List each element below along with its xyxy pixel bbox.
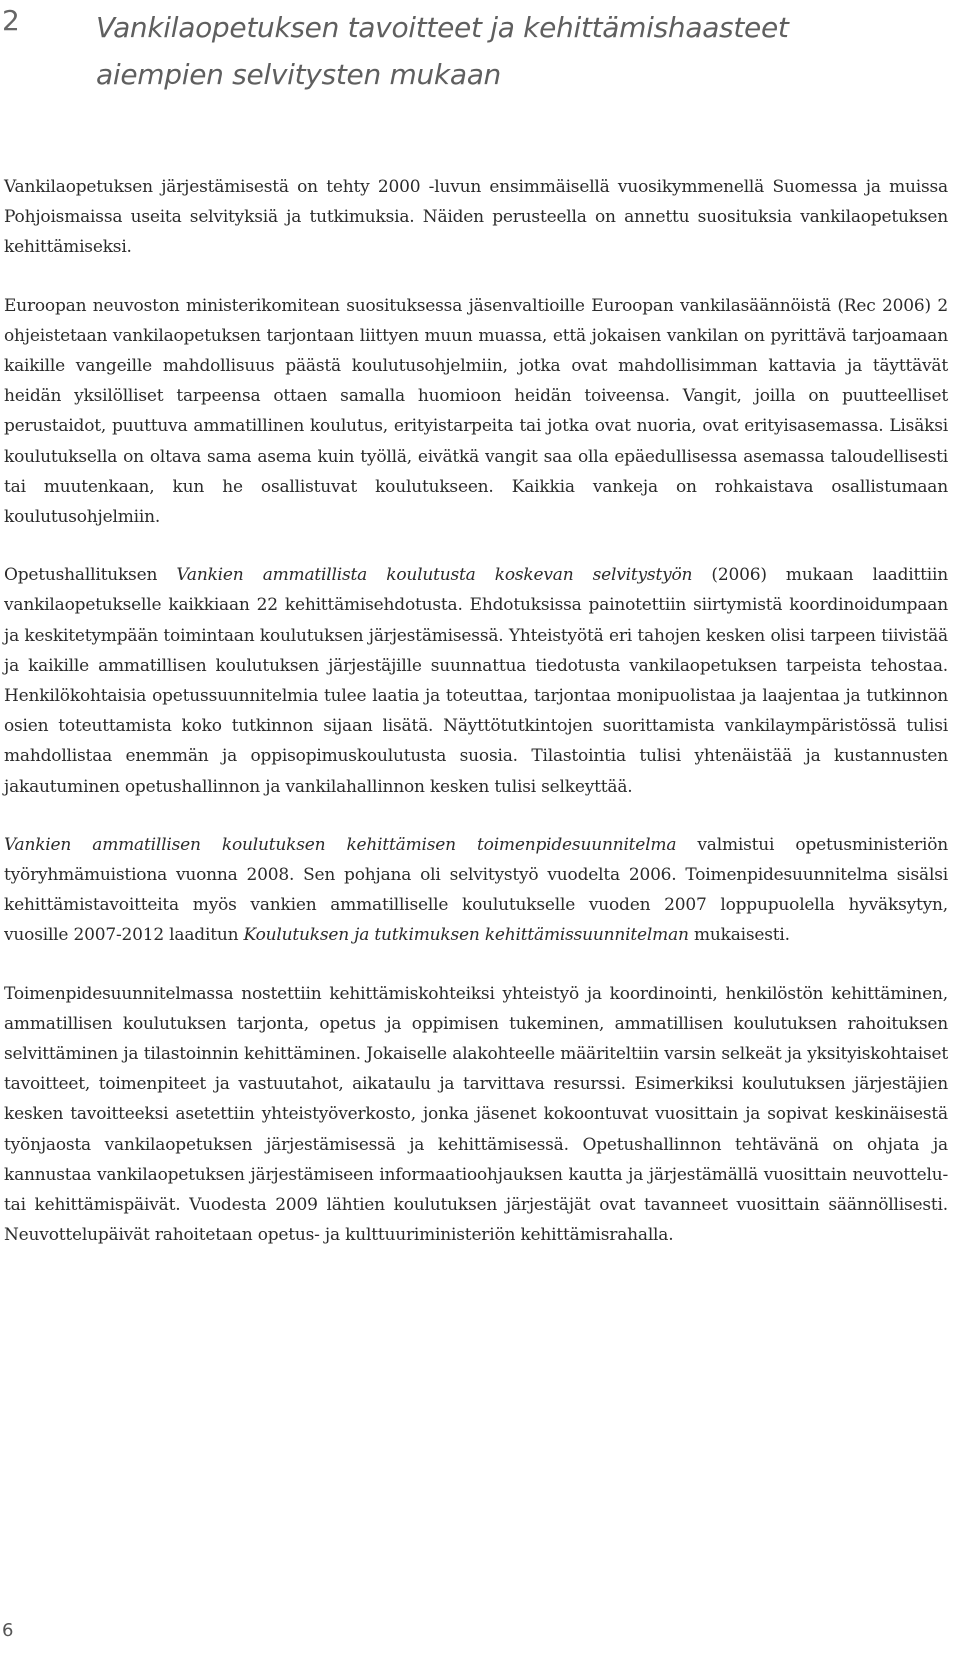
paragraph-text: mukaisesti. (688, 925, 790, 946)
paragraph-text: (2006) mukaan laadittiin vankilaopetukselle kaikkiaan 22 kehittämisehdotusta. Ehdotuksissa painotettiin siirtymistä koordinoidumpaan ja keskitetympään toimintaan koulutuksen järjestämisessä. Yhteistyötä eri tahojen kesken olisi tarpeen tiivistää ja kaikille ammatillisen koulutuksen järjestäjille suunnattua tiedotusta vankilaopetuksen tarpeista tehostaa. Henkilökohtaisia opetussuunnitelmia tulee laatia ja toteuttaa, tarjontaa monipuolistaa ja laajentaa ja tutkinnon osien toteuttamista koko tutkinnon sijaan lisätä. Näyttötutkintojen suorittamista vankilaympäristössä tulisi mahdollistaa enemmän ja oppisopimuskoulutusta suosia. Tilastointia tulisi yhtenäistää ja kustannusten jakautuminen opetushallinnon ja vankilahallinnon kesken tulisi selkeyttää. (4, 565, 948, 797)
report-title: Vankien ammatillista koulutusta koskevan selvitystyön (176, 565, 693, 586)
development-plan-title: Koulutuksen ja tutkimuksen kehittämissuunnitelman (243, 925, 689, 946)
paragraph-council-of-europe: Euroopan neuvoston ministerikomitean suosituksessa jäsenvaltioille Euroopan vankilasäännöistä (Rec 2006) 2 ohjeistetaan vankilaopetuksen tarjontaan liittyen muun muassa, että jokaisen vankilan on pyrittävä tarjoamaan kaikille vangeille mahdollisuus päästä koulutusohjelmiin, jotka ovat mahdollisimman kattavia ja täyttävät heidän yksilölliset tarpeensa ottaen samalla huomioon heidän toiveensa. Vangit, joilla on puutteelliset perustaidot, puuttuva ammatillinen koulutus, erityistarpeita tai jotka ovat nuoria, ovat erityisasemassa. Lisäksi koulutuksella on oltava sama asema kuin työllä, eivätkä vangit saa olla epäedullisessa asemassa taloudellisesti tai muutenkaan, kun he osallistuvat koulutukseen. Kaikkia vankeja on rohkaistava osallistumaan koulutusohjelmiin. (4, 295, 948, 528)
paragraph-opetushallitus (4, 560, 948, 802)
paragraph-intro: Vankilaopetuksen järjestämisestä on tehty 2000 -luvun ensimmäisellä vuosikymmenellä Suomessa ja muissa Pohjoismaissa useita selvityksiä ja tutkimuksia. Näiden perusteella on annettu suosituksia vankilaopetuksen kehittämiseksi. (4, 177, 948, 258)
paragraph-development-targets: Toimenpidesuunnitelmassa nostettiin kehittämiskohteiksi yhteistyö ja koordinointi, henkilöstön kehittäminen, ammatillisen koulutuksen tarjonta, opetus ja oppimisen tukeminen, ammatillisen koulutuksen rahoituksen selvittäminen ja tilastoinnin kehittäminen. Jokaiselle alakohteelle määriteltiin varsin selkeät ja yksityiskohtaiset tavoitteet, toimenpiteet ja vastuutahot, aikataulu ja tarvittava resurssi. Esimerkiksi koulutuksen järjestäjien kesken tavoitteeksi asetettiin yhteistyöverkosto, jonka jäsenet kokoontuvat vuosittain ja sopivat keskinäisestä työnjaosta vankilaopetuksen järjestämisessä ja kehittämisessä. Opetushallinnon tehtävänä on ohjata ja kannustaa vankilaopetuksen järjestämiseen informaatioohjauksen kautta ja järjestämällä vuosittain neuvottelu- tai kehittämispäivät. Vuodesta 2009 lähtien koulutuksen järjestäjät ovat tavanneet vuosittain säännöllisesti. Neuvottelupäivät rahoitetaan opetus- ja kulttuuriministeriön kehittämisrahalla. (4, 983, 948, 1246)
plan-title: Vankien ammatillisen koulutuksen kehittämisen toimenpidesuunnitelma (4, 834, 677, 855)
paragraph-text: Opetushallituksen (4, 565, 177, 586)
page-number: 6 (2, 1620, 14, 1641)
paragraph-text: valmistui opetusministeriön työryhmämuistiona vuonna 2008. Sen pohjana oli selvitystyö vuodelta 2006. Toimenpidesuunnitelma sisälsi kehittämistavoitteita myös vankien ammatilliselle koulutukselle vuoden 2007 loppupuolella hyväksytyn, vuosille 2007-2012 laaditun (4, 834, 948, 946)
body-text (4, 172, 948, 1279)
chapter-number: 2 (2, 4, 20, 37)
chapter-title: Vankilaopetuksen tavoitteet ja kehittämishaasteet aiempien selvitysten mukaan (96, 11, 789, 91)
paragraph-action-plan (4, 830, 948, 951)
